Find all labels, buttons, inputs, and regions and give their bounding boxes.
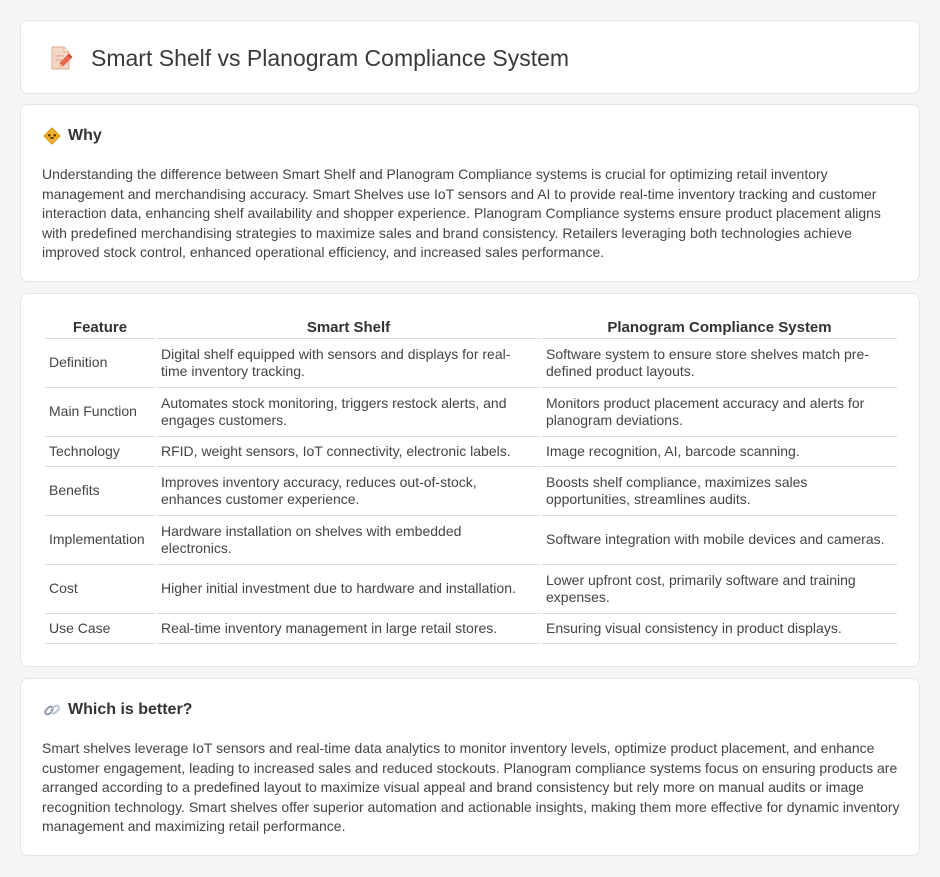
feature-cell: Cost (45, 565, 155, 614)
feature-cell: Implementation (45, 516, 155, 565)
table-row (45, 565, 897, 614)
table-row (45, 388, 897, 437)
feature-cell: Benefits (45, 467, 155, 516)
which-is-better-title: Which is better? (68, 701, 193, 718)
planogram-cell: Software system to ensure store shelves match pre-defined product layouts. (542, 339, 897, 388)
comparison-table (43, 314, 899, 644)
smart-shelf-cell: Automates stock monitoring, triggers restock alerts, and engages customers. (157, 388, 540, 437)
warning-sign-icon (43, 127, 61, 145)
document-pencil-icon (45, 43, 75, 73)
table-row (45, 516, 897, 565)
smart-shelf-cell: Hardware installation on shelves with embedded electronics. (157, 516, 540, 565)
header-planogram: Planogram Compliance System (542, 314, 897, 339)
why-title: Why (68, 127, 102, 144)
table-row (45, 339, 897, 388)
planogram-cell: Boosts shelf compliance, maximizes sales opportunities, streamlines audits. (542, 467, 897, 516)
header-smart-shelf: Smart Shelf (157, 314, 540, 339)
which-is-better-text: Smart shelves leverage IoT sensors and real-time data analytics to monitor inventory levels, optimize product placement, and enhance customer engagement, leading to increased sales and reduced stockouts. Planogram compliance systems focus on ensuring products are arranged according to a predefined layout to maximize visual appeal and brand consistency but rely more on manual audits or image recognition technology. Smart shelves offer superior automation and actionable insights, making them more effective for dynamic inventory management and maximizing retail performance. (42, 740, 900, 835)
why-text: Understanding the difference between Smart Shelf and Planogram Compliance systems is crucial for optimizing retail inventory management and merchandising accuracy. Smart Shelves use IoT sensors and AI to provide real-time inventory tracking and customer interaction data, enhancing shelf availability and shopper experience. Planogram Compliance systems ensure product placement aligns with predefined merchandising strategies to maximize sales and brand consistency. Retailers leveraging both technologies achieve improved stock control, enhanced operational efficiency, and increased sales performance. (42, 166, 881, 261)
planogram-cell: Monitors product placement accuracy and alerts for planogram deviations. (542, 388, 897, 437)
page-title: Smart Shelf vs Planogram Compliance System (91, 44, 570, 71)
planogram-cell: Image recognition, AI, barcode scanning. (542, 437, 897, 467)
header-card (20, 20, 920, 94)
smart-shelf-cell: RFID, weight sensors, IoT connectivity, electronic labels. (157, 437, 540, 467)
planogram-cell: Ensuring visual consistency in product displays. (542, 614, 897, 644)
link-icon (43, 701, 61, 719)
feature-cell: Definition (45, 339, 155, 388)
feature-cell: Technology (45, 437, 155, 467)
smart-shelf-cell: Higher initial investment due to hardware and installation. (157, 565, 540, 614)
comparison-card (20, 293, 920, 667)
table-row (45, 437, 897, 467)
header-feature: Feature (45, 314, 155, 339)
smart-shelf-cell: Digital shelf equipped with sensors and displays for real-time inventory tracking. (157, 339, 540, 388)
table-header-row (45, 314, 897, 339)
feature-cell: Main Function (45, 388, 155, 437)
planogram-cell: Software integration with mobile devices and cameras. (542, 516, 897, 565)
feature-cell: Use Case (45, 614, 155, 644)
smart-shelf-cell: Improves inventory accuracy, reduces out-of-stock, enhances customer experience. (157, 467, 540, 516)
table-row (45, 467, 897, 516)
why-section (20, 104, 920, 282)
which-is-better-section (20, 678, 920, 856)
smart-shelf-cell: Real-time inventory management in large retail stores. (157, 614, 540, 644)
planogram-cell: Lower upfront cost, primarily software and training expenses. (542, 565, 897, 614)
table-row (45, 614, 897, 644)
